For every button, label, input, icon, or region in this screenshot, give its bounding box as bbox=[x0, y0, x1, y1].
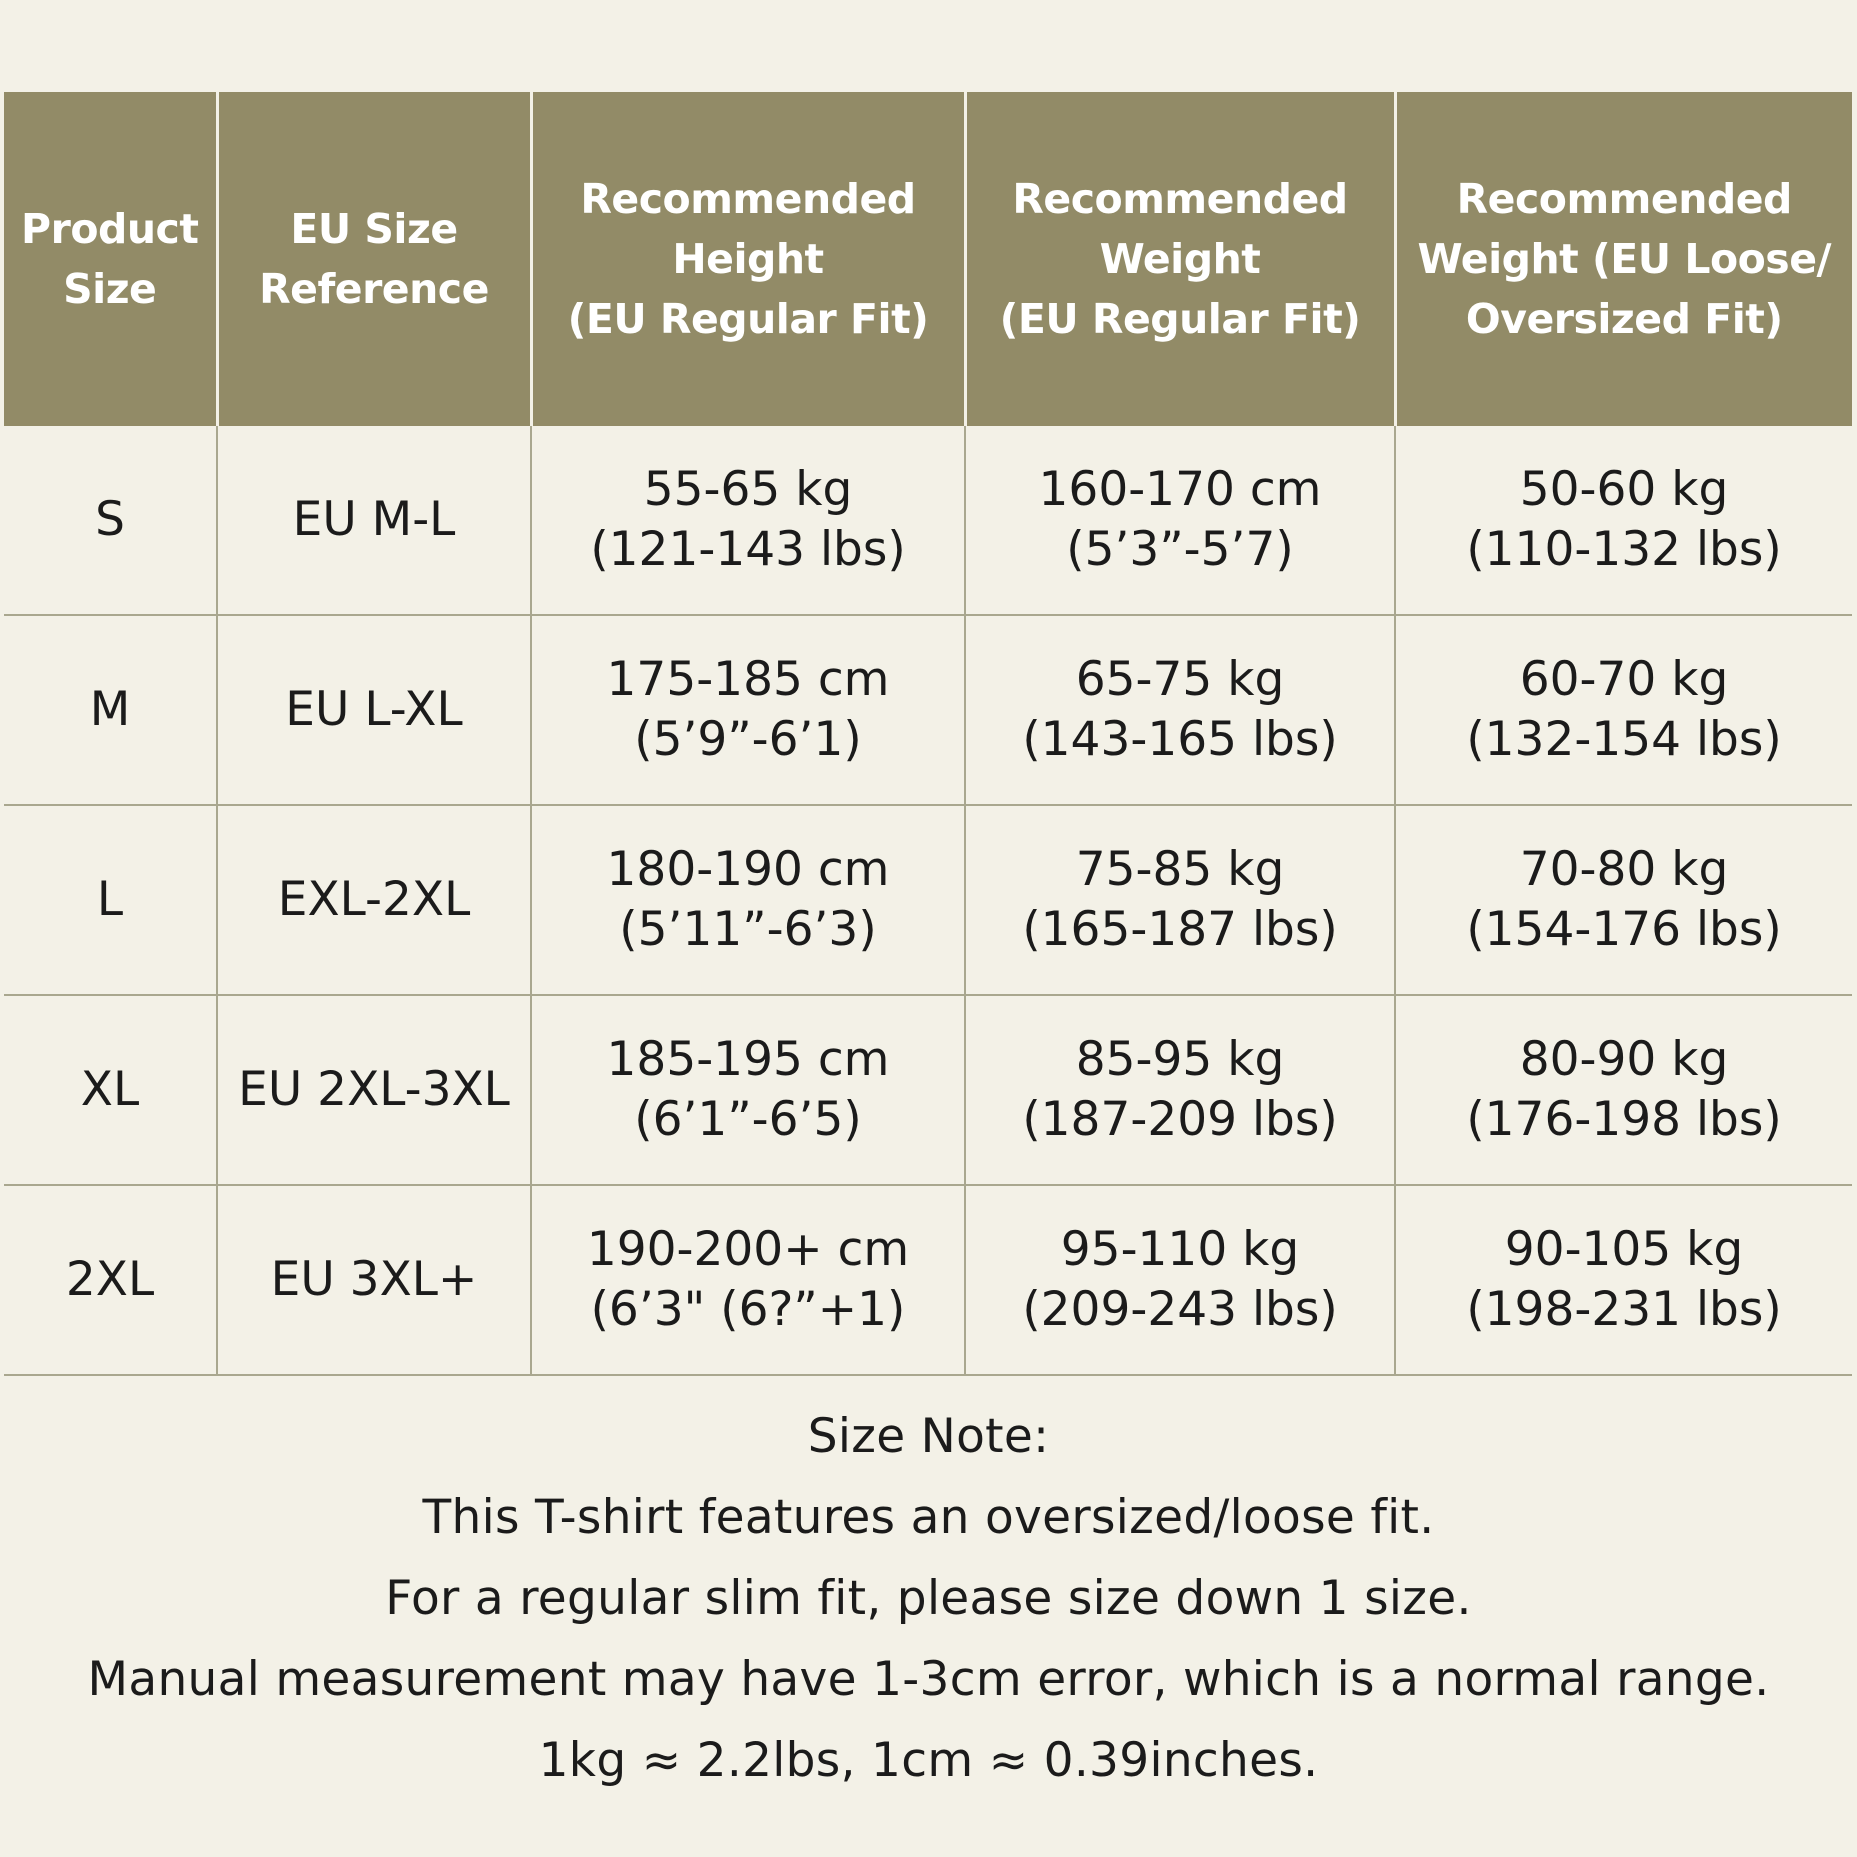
cell-weight-oversized: 60-70 kg (132-154 lbs) bbox=[1395, 615, 1852, 805]
size-note-line: Manual measurement may have 1-3cm error, which is a normal range. bbox=[87, 1652, 1770, 1707]
header-recommended-height: Recommended Height (EU Regular Fit) bbox=[531, 92, 965, 426]
cell-height: 55-65 kg (121-143 lbs) bbox=[531, 426, 965, 615]
size-note-line: 1kg ≈ 2.2lbs, 1cm ≈ 0.39inches. bbox=[538, 1733, 1319, 1788]
header-product-size: Product Size bbox=[4, 92, 217, 426]
cell-product-size: XL bbox=[4, 995, 217, 1185]
size-note-title: Size Note: bbox=[807, 1409, 1050, 1464]
header-recommended-weight-regular: Recommended Weight (EU Regular Fit) bbox=[965, 92, 1395, 426]
cell-eu-size: EU L-XL bbox=[217, 615, 531, 805]
table-row bbox=[4, 995, 1852, 1185]
cell-eu-size: EXL-2XL bbox=[217, 805, 531, 995]
cell-weight-regular: 95-110 kg (209-243 lbs) bbox=[965, 1185, 1395, 1375]
cell-weight-regular: 85-95 kg (187-209 lbs) bbox=[965, 995, 1395, 1185]
cell-product-size: 2XL bbox=[4, 1185, 217, 1375]
cell-product-size: M bbox=[4, 615, 217, 805]
cell-weight-oversized: 50-60 kg (110-132 lbs) bbox=[1395, 426, 1852, 615]
size-note-line: This T-shirt features an oversized/loose fit. bbox=[422, 1490, 1435, 1545]
cell-product-size: S bbox=[95, 492, 125, 547]
cell-eu-size: EU 2XL-3XL bbox=[217, 995, 531, 1185]
header-eu-size-reference: EU Size Reference bbox=[217, 92, 531, 426]
cell-weight-oversized: 70-80 kg (154-176 lbs) bbox=[1395, 805, 1852, 995]
size-note-line: For a regular slim fit, please size down 1 size. bbox=[385, 1571, 1472, 1626]
cell-weight-regular: 65-75 kg (143-165 lbs) bbox=[965, 615, 1395, 805]
table-row bbox=[4, 1185, 1852, 1375]
cell-weight-regular: 75-85 kg (165-187 lbs) bbox=[965, 805, 1395, 995]
cell-height: 185-195 cm (6’1”-6’5) bbox=[531, 995, 965, 1185]
table-row bbox=[4, 615, 1852, 805]
table-row bbox=[4, 805, 1852, 995]
cell-eu-size: EU 3XL+ bbox=[217, 1185, 531, 1375]
size-chart-table bbox=[4, 92, 1852, 1376]
cell-height: 175-185 cm (5’9”-6’1) bbox=[531, 615, 965, 805]
table-row bbox=[4, 426, 1852, 615]
cell-weight-oversized: 90-105 kg (198-231 lbs) bbox=[1395, 1185, 1852, 1375]
cell-height: 190-200+ cm (6’3" (6?”+1) bbox=[531, 1185, 965, 1375]
cell-product-size: L bbox=[4, 805, 217, 995]
cell-height: 180-190 cm (5’11”-6’3) bbox=[531, 805, 965, 995]
header-recommended-weight-oversized: Recommended Weight (EU Loose/ Oversized Fit) bbox=[1395, 92, 1852, 426]
table-header-row bbox=[4, 92, 1852, 426]
size-note bbox=[0, 1396, 1857, 1801]
cell-weight-oversized: 80-90 kg (176-198 lbs) bbox=[1395, 995, 1852, 1185]
cell-eu-size: EU M-L bbox=[217, 426, 531, 615]
cell-weight-regular: 160-170 cm (5’3”-5’7) bbox=[965, 426, 1395, 615]
